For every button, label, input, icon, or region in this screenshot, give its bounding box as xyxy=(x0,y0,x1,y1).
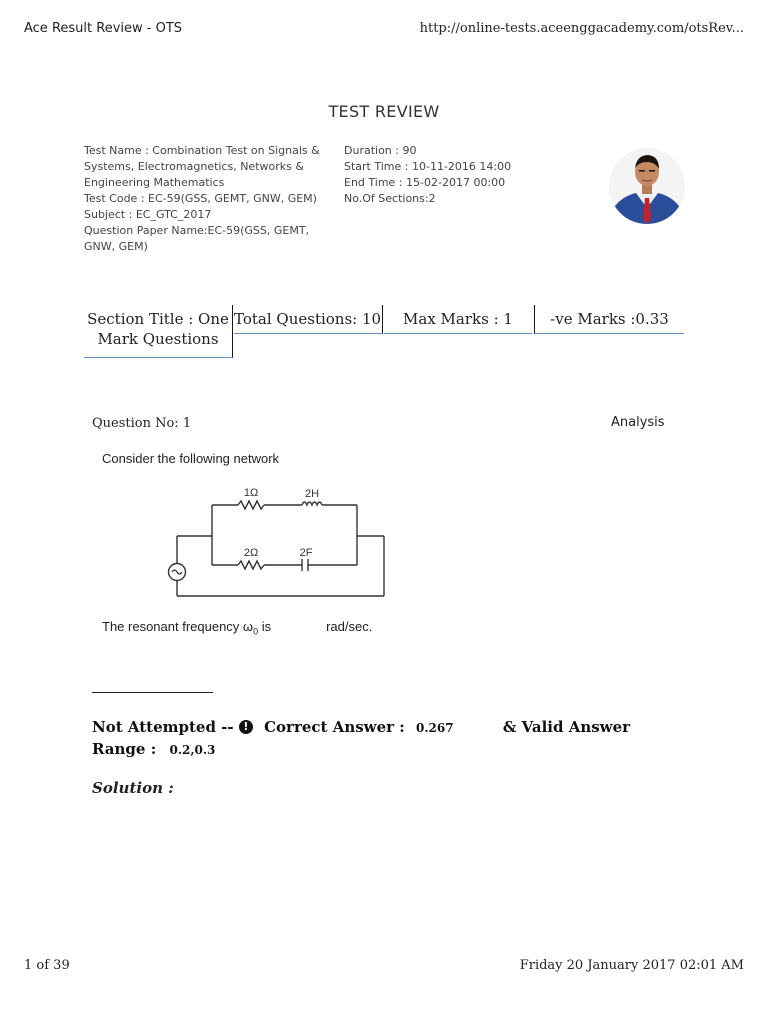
exclamation-icon: ! xyxy=(239,720,253,734)
omega-subscript: 0 xyxy=(253,626,259,637)
range-value: 0.2,0.3 xyxy=(169,743,216,757)
browser-title: Ace Result Review - OTS xyxy=(24,21,183,36)
correct-answer-label: Correct Answer : xyxy=(264,718,405,736)
solution-label: Solution : xyxy=(92,779,174,797)
circuit-diagram xyxy=(160,478,400,602)
page-number: 1 of 39 xyxy=(24,958,70,973)
range-line xyxy=(92,740,215,758)
label-c1: 2F xyxy=(299,547,313,559)
label-l1: 2H xyxy=(304,488,320,500)
test-code: Test Code : EC-59(GSS, GEMT, GNW, GEM) xyxy=(84,192,317,205)
unit-text: rad/sec. xyxy=(326,619,373,634)
subject: Subject : EC_GTC_2017 xyxy=(84,208,212,221)
divider xyxy=(92,692,213,693)
label-r2: 2Ω xyxy=(243,547,259,559)
duration: Duration : 90 xyxy=(344,144,417,157)
question-text: Consider the following network xyxy=(102,451,280,466)
section-tabs xyxy=(84,305,684,355)
start-time: Start Time : 10-11-2016 14:00 xyxy=(344,160,512,173)
avatar xyxy=(609,148,685,224)
test-info-left xyxy=(84,143,324,255)
test-info-right xyxy=(344,143,564,207)
page-title: TEST REVIEW xyxy=(328,102,440,121)
print-date: Friday 20 January 2017 02:01 AM xyxy=(519,958,744,973)
resonant-text: The resonant frequency ω xyxy=(102,619,254,634)
answer-line xyxy=(92,718,652,736)
tab-negative-marks[interactable]: -ve Marks :0.33 xyxy=(534,305,684,334)
test-name: Test Name : Combination Test on Signals & Systems, Electromagnetics, Networks & Engineering Mathematics xyxy=(84,144,320,189)
tab-max-marks[interactable]: Max Marks : 1 xyxy=(384,305,532,334)
tab-section-title[interactable]: Section Title : One Mark Questions xyxy=(84,305,233,358)
sections-count: No.Of Sections:2 xyxy=(344,192,436,205)
is-text: is xyxy=(258,619,272,634)
label-r1: 1Ω xyxy=(243,487,259,499)
tab-total-questions[interactable]: Total Questions: 10 xyxy=(234,305,383,334)
range-label: Range : xyxy=(92,740,157,758)
question-text-2 xyxy=(102,619,372,637)
end-time: End Time : 15-02-2017 00:00 xyxy=(344,176,506,189)
question-paper-name: Question Paper Name:EC-59(GSS, GEMT, GNW, GEM) xyxy=(84,224,310,253)
attempt-status: Not Attempted -- xyxy=(92,718,234,736)
valid-answer-label: & Valid Answer xyxy=(502,718,631,736)
correct-answer-value: 0.267 xyxy=(416,721,454,735)
browser-url[interactable]: http://online-tests.aceenggacademy.com/otsRev... xyxy=(419,21,744,36)
question-number: Question No: 1 xyxy=(92,416,192,431)
analysis-link[interactable]: Analysis xyxy=(611,415,665,430)
